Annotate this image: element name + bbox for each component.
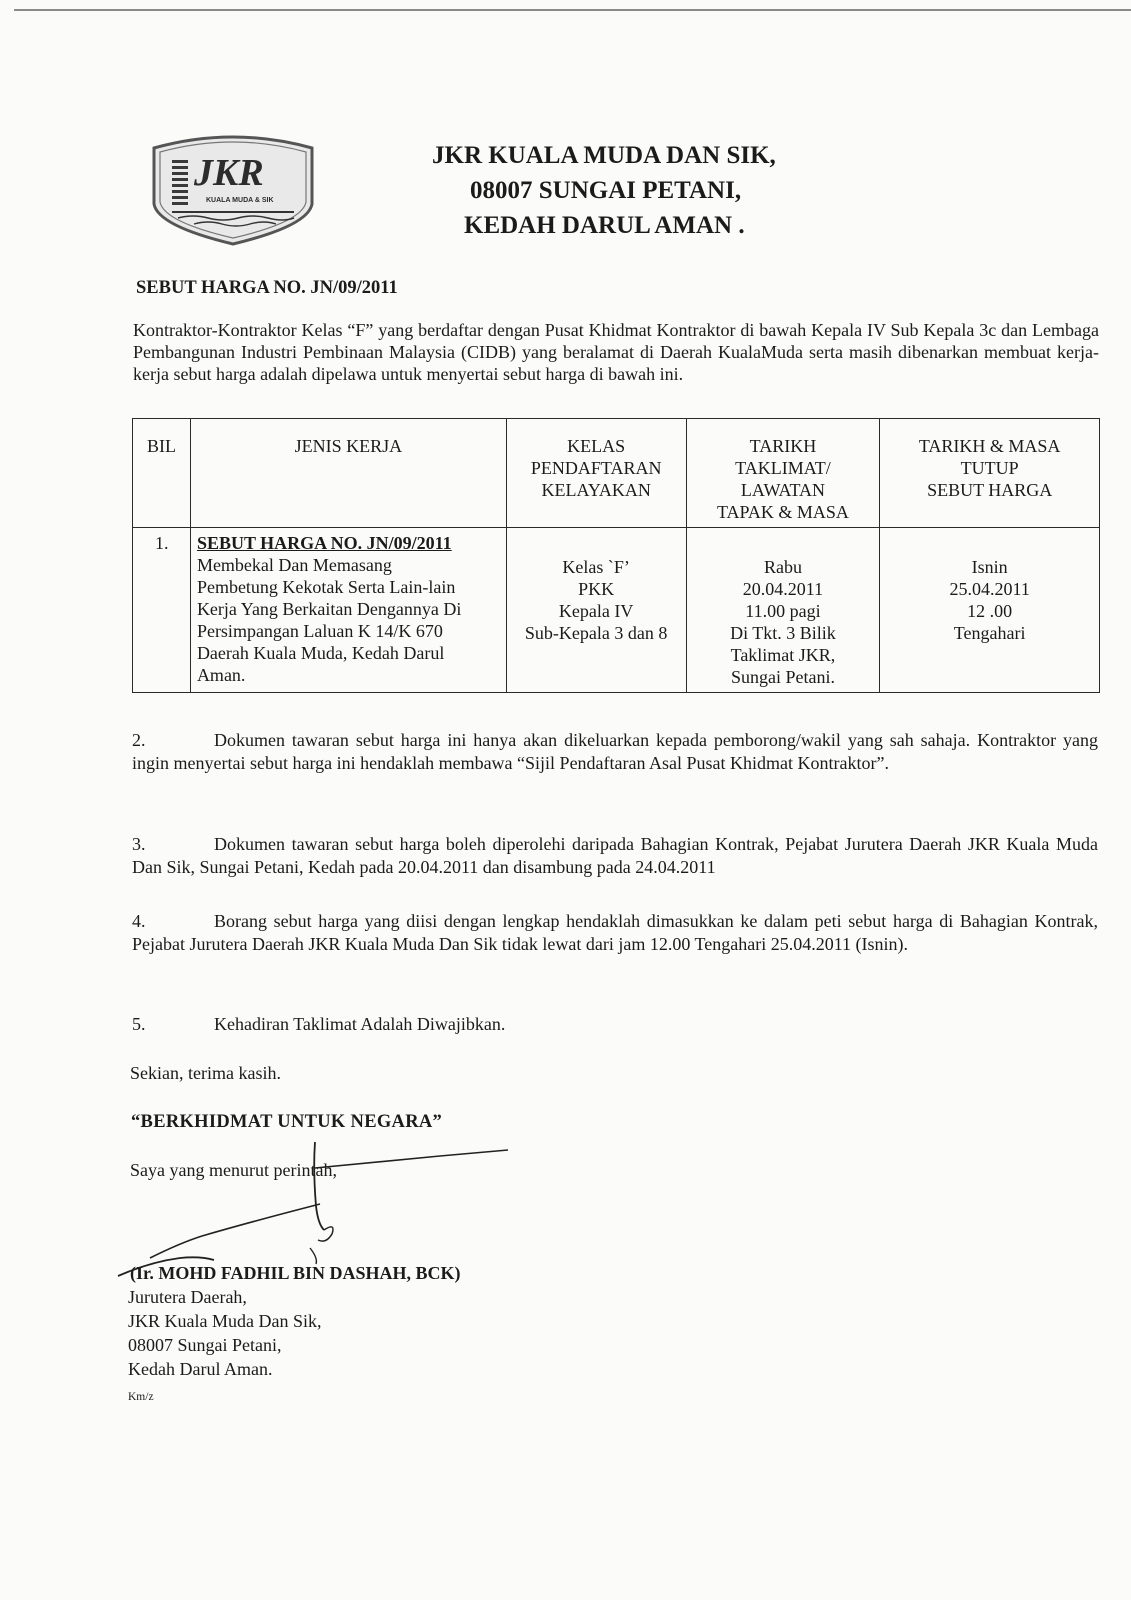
tender-table bbox=[132, 418, 1100, 693]
svg-text:KUALA MUDA & SIK: KUALA MUDA & SIK bbox=[206, 197, 274, 204]
paragraph-number: 5. bbox=[132, 1014, 146, 1034]
table-header-row bbox=[133, 419, 1100, 528]
row-tutup-line: Isnin bbox=[971, 557, 1008, 577]
row-job-title: SEBUT HARGA NO. JN/09/2011 bbox=[196, 533, 452, 553]
paragraph-text: Kehadiran Taklimat Adalah Diwajibkan. bbox=[214, 1014, 506, 1034]
header-kelas-line: KELAYAKAN bbox=[541, 480, 651, 500]
header-line-1: JKR KUALA MUDA DAN SIK, bbox=[432, 142, 776, 169]
intro-paragraph: Kontraktor-Kontraktor Kelas “F” yang berdaftar dengan Pusat Khidmat Kontraktor di bawah Kepala IV Sub Kepala 3c dan Lembaga Pembangunan Industri Pembinaan Malaysia (CIDB) yang beralamat di Daerah KualaMuda serta masih dibenarkan membuat kerja-kerja sebut harga adalah dipelawa untuk menyertai sebut harga di bawah ini. bbox=[133, 320, 1099, 384]
paragraph-3 bbox=[132, 833, 1098, 879]
saya-menurut-perintah: Saya yang menurut perintah, bbox=[130, 1160, 337, 1180]
header-taklimat-line: TAKLIMAT/ bbox=[735, 458, 831, 478]
signatory-name: (Ir. MOHD FADHIL BIN DASHAH, BCK) bbox=[130, 1263, 461, 1283]
row-jenis-line: Persimpangan Laluan K 14/K 670 bbox=[196, 621, 443, 641]
header-tutup-line: TUTUP bbox=[960, 458, 1019, 478]
jkr-logo bbox=[148, 130, 318, 251]
row-kelas-line: Kelas `F’ bbox=[562, 557, 630, 577]
row-jenis-line: Pembetung Kekotak Serta Lain-lain bbox=[196, 577, 456, 597]
row-kelas-line: Kepala IV bbox=[558, 601, 634, 621]
header-tutup-line: TARIKH & MASA bbox=[918, 436, 1061, 456]
header-tutup-line: SEBUT HARGA bbox=[927, 480, 1053, 500]
row-jenis-line: Daerah Kuala Muda, Kedah Darul bbox=[196, 643, 445, 663]
reference-initials: Km/z bbox=[128, 1391, 154, 1403]
row-kelas-line: Sub-Kepala 3 dan 8 bbox=[524, 623, 668, 643]
paragraph-4 bbox=[132, 910, 1098, 956]
signatory-block bbox=[128, 1285, 321, 1381]
signatory-line: Jurutera Daerah, bbox=[128, 1287, 247, 1307]
header-line-2: 08007 SUNGAI PETANI, bbox=[470, 177, 742, 204]
paragraph-2 bbox=[132, 729, 1098, 775]
header-line-3: KEDAH DARUL AMAN . bbox=[464, 212, 745, 239]
closing-text: Sekian, terima kasih. bbox=[130, 1063, 281, 1083]
row-kelas-line: PKK bbox=[578, 579, 615, 599]
row-taklimat-line: 20.04.2011 bbox=[742, 579, 824, 599]
row-taklimat-line: Di Tkt. 3 Bilik bbox=[730, 623, 836, 643]
row-taklimat-line: Taklimat JKR, bbox=[730, 645, 836, 665]
motto: “BERKHIDMAT UNTUK NEGARA” bbox=[131, 1112, 443, 1132]
row-jenis-line: Membekal Dan Memasang bbox=[196, 555, 392, 575]
header-tutup bbox=[880, 419, 1100, 528]
header-taklimat-line: TARIKH bbox=[749, 436, 817, 456]
row-jenis-kerja bbox=[190, 528, 506, 693]
header-kelas-line: PENDAFTARAN bbox=[530, 458, 662, 478]
row-tutup-line: 25.04.2011 bbox=[949, 579, 1030, 599]
header-taklimat-line: TAPAK & MASA bbox=[716, 502, 849, 522]
paragraph-text: Dokumen tawaran sebut harga ini hanya akan dikeluarkan kepada pemborong/wakil yang sah sahaja. Kontraktor yang ingin menyertai sebut harga ini hendaklah membawa “Sijil Pendaftaran Asal Pusat Khidmat Kontraktor”. bbox=[132, 730, 1098, 773]
paragraph-text: Borang sebut harga yang diisi dengan lengkap hendaklah dimasukkan ke dalam peti sebut harga di Bahagian Kontrak, Pejabat Jurutera Daerah JKR Kuala Muda Dan Sik tidak lewat dari jam 12.00 Tengahari 25.04.2011 (Isnin). bbox=[132, 911, 1098, 954]
paragraph-number: 4. bbox=[132, 911, 146, 931]
header-kelas-line: KELAS bbox=[567, 436, 626, 456]
row-taklimat-line: Sungai Petani. bbox=[730, 667, 835, 687]
signatory-line: 08007 Sungai Petani, bbox=[128, 1335, 282, 1355]
paragraph-number: 3. bbox=[132, 834, 146, 854]
signatory-line: Kedah Darul Aman. bbox=[128, 1359, 273, 1379]
header-kelas bbox=[506, 419, 686, 528]
row-kelas bbox=[506, 528, 686, 693]
row-jenis-line: Aman. bbox=[196, 665, 246, 685]
paragraph-number: 2. bbox=[132, 730, 146, 750]
svg-text:JKR: JKR bbox=[194, 152, 264, 194]
row-tutup-line: Tengahari bbox=[953, 623, 1026, 643]
header-taklimat bbox=[686, 419, 880, 528]
paragraph-5 bbox=[132, 1013, 1098, 1036]
row-jenis-line: Kerja Yang Berkaitan Dengannya Di bbox=[196, 599, 462, 619]
reference-number: SEBUT HARGA NO. JN/09/2011 bbox=[136, 278, 398, 298]
header-taklimat-line: LAWATAN bbox=[740, 480, 825, 500]
row-taklimat-line: Rabu bbox=[763, 557, 802, 577]
row-tutup-line: 12 .00 bbox=[967, 601, 1013, 621]
header-jenis-kerja: JENIS KERJA bbox=[190, 419, 506, 528]
paragraph-text: Dokumen tawaran sebut harga boleh diperolehi daripada Bahagian Kontrak, Pejabat Jurutera Daerah JKR Kuala Muda Dan Sik, Sungai Petani, Kedah pada 20.04.2011 dan disambung pada 24.04.2011 bbox=[132, 834, 1098, 877]
header-address bbox=[432, 138, 776, 243]
signatory-line: JKR Kuala Muda Dan Sik, bbox=[128, 1311, 322, 1331]
row-tutup bbox=[880, 528, 1100, 693]
header-bil: BIL bbox=[133, 419, 191, 528]
row-bil: 1. bbox=[133, 528, 191, 693]
row-taklimat-line: 11.00 pagi bbox=[745, 601, 821, 621]
row-taklimat bbox=[686, 528, 880, 693]
top-border-line bbox=[14, 9, 1131, 11]
table-row bbox=[133, 528, 1100, 693]
